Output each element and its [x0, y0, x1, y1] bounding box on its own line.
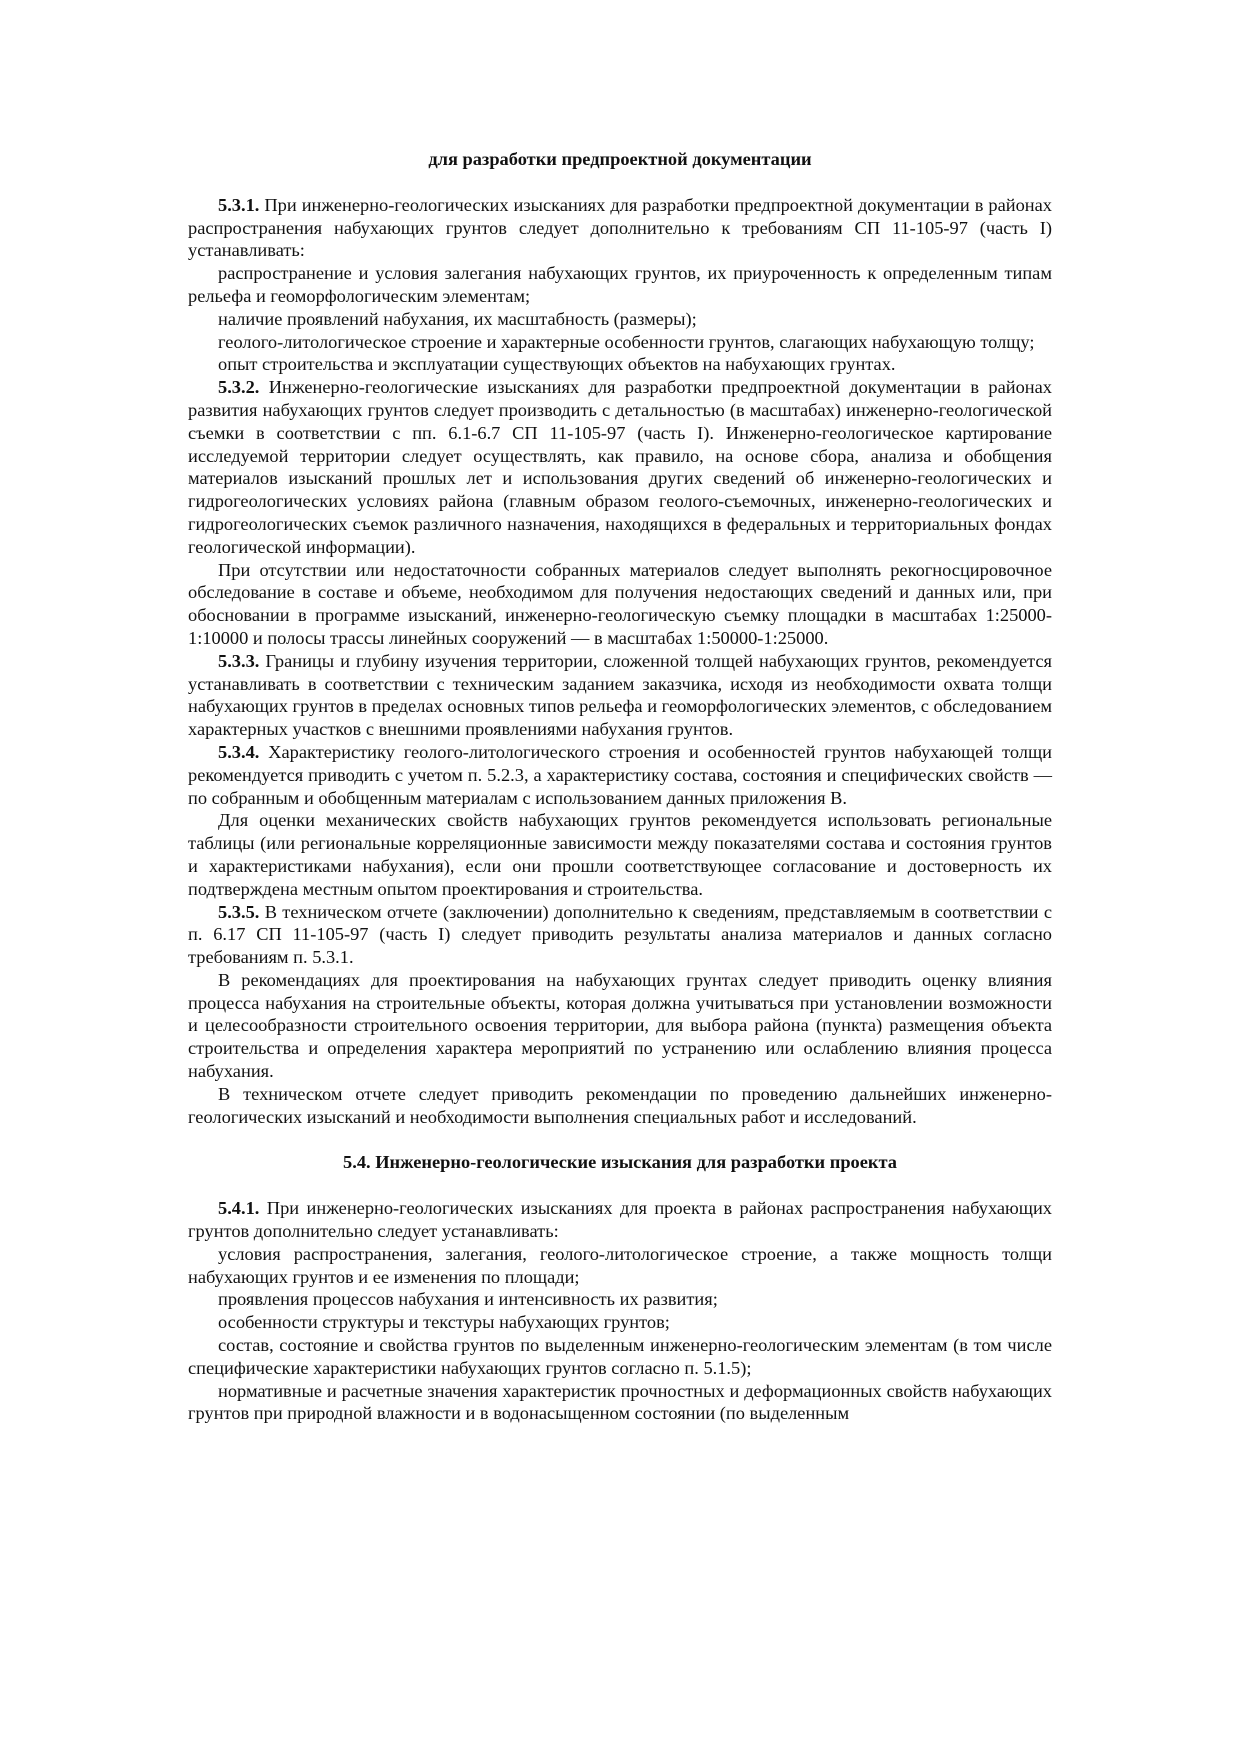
- paragraph-text: При инженерно-геологических изысканиях для проекта в районах распространения набухающих грунтов дополнительно следует устанавливать:: [188, 1198, 1052, 1242]
- paragraph-text: В техническом отчете (заключении) дополнительно к сведениям, представляемым в соответствии с п. 6.17 СП 11-105-97 (часть I) следует приводить результаты анализа материалов и данных согласно требованиям п. 5.3.1.: [188, 901, 1052, 968]
- paragraph-5-3-3: [188, 650, 1052, 741]
- list-item: наличие проявлений набухания, их масштабность (размеры);: [218, 308, 697, 329]
- paragraph-5-3-1: [188, 194, 1052, 262]
- paragraph-text: При инженерно-геологических изысканиях для разработки предпроектной документации в районах распространения набухающих грунтов следует дополнительно к требованиям СП 11-105-97 (часть I) устанавливать:: [188, 194, 1052, 261]
- paragraph-5-3-5-recommendations: В рекомендациях для проектирования на набухающих грунтах следует приводить оценку влияния процесса набухания на строительные объекты, которая должна учитываться при установлении возможности и целесообразности строительного освоения территории, для выбора района (пункта) размещения объекта строительства и определения характера мероприятий по устранению или ослаблению влияния процесса набухания.: [188, 969, 1052, 1082]
- paragraph-text: Границы и глубину изучения территории, сложенной толщей набухающих грунтов, рекомендуется устанавливать в соответствии с техническим заданием заказчика, исходя из необходимости охвата толщи набухающих грунтов в пределах основных типов рельефа и геоморфологических элементов, с обследованием характерных участков с внешними проявлениями набухания грунтов.: [188, 650, 1052, 740]
- paragraph-5-4-1: [188, 1197, 1052, 1243]
- section-heading-5-3: для разработки предпроектной документации: [428, 149, 812, 169]
- clause-number: 5.3.2.: [218, 377, 260, 398]
- paragraph-5-3-2-continued: При отсутствии или недостаточности собранных материалов следует выполнять рекогносцировочное обследование в составе и объеме, необходимом для получения недостающих сведений и данных или, при обосновании в программе изысканий, инженерно-геологическую съемку площадки в масштабах 1:25000-1:10000 и полосы трассы линейных сооружений — в масштабах 1:50000-1:25000.: [188, 559, 1052, 648]
- list-item: состав, состояние и свойства грунтов по выделенным инженерно-геологическим элементам (в том числе специфические характеристики набухающих грунтов согласно п. 5.1.5);: [188, 1335, 1052, 1378]
- paragraph-5-3-4: [188, 741, 1052, 809]
- list-item: проявления процессов набухания и интенсивность их развития;: [218, 1289, 718, 1310]
- paragraph-5-3-4-continued: Для оценки механических свойств набухающих грунтов рекомендуется использовать региональные таблицы (или региональные корреляционные зависимости между показателями состава и состояния грунтов и характеристиками набухания), если они прошли соответствующее согласование и достоверность их подтверждена местным опытом проектирования и строительства.: [188, 810, 1052, 899]
- list-item: геолого-литологическое строение и характерные особенности грунтов, слагающих набухающую толщу;: [218, 331, 1035, 352]
- clause-number: 5.4.1.: [218, 1198, 260, 1219]
- clause-number: 5.3.1.: [218, 194, 260, 215]
- list-item: опыт строительства и эксплуатации существующих объектов на набухающих грунтах.: [218, 354, 896, 375]
- paragraph-5-3-2: [188, 376, 1052, 558]
- paragraph-5-3-5: [188, 901, 1052, 969]
- section-heading-5-4: 5.4. Инженерно-геологические изыскания для разработки проекта: [343, 1152, 897, 1173]
- list-item: распространение и условия залегания набухающих грунтов, их приуроченность к определенным типам рельефа и геоморфологическим элементам;: [188, 263, 1052, 306]
- list-item: условия распространения, залегания, геолого-литологическое строение, а также мощность толщи набухающих грунтов и ее изменения по площади;: [188, 1243, 1052, 1287]
- paragraph-5-3-5-further-work: В техническом отчете следует приводить рекомендации по проведению дальнейших инженерно-геологических изысканий и необходимости выполнения специальных работ и исследований.: [188, 1083, 1052, 1127]
- document-page: [188, 148, 1052, 1425]
- paragraph-text: Инженерно-геологические изысканиях для разработки предпроектной документации в районах развития набухающих грунтов следует производить с детальностью (в масштабах) инженерно-геологической съемки в соответствии с пп. 6.1-6.7 СП 11-105-97 (часть I). Инженерно-геологическое картирование исследуемой территории следует осуществлять, как правило, на основе сбора, анализа и обобщения материалов изысканий прошлых лет и использования других сведений об инженерно-геологических и гидрогеологических условиях района (главным образом геолого-съемочных, инженерно-геологических и гидрогеологических съемок различного назначения, находящихся в федеральных и территориальных фондах геологической информации).: [188, 377, 1052, 557]
- paragraph-text: Характеристику геолого-литологического строения и особенностей грунтов набухающей толщи рекомендуется приводить с учетом п. 5.2.3, а характеристику состава, состояния и специфических свойств — по собранным и обобщенным материалам с использованием данных приложения В.: [188, 741, 1052, 808]
- clause-number: 5.3.5.: [218, 901, 260, 922]
- clause-number: 5.3.3.: [218, 650, 260, 671]
- list-item: особенности структуры и текстуры набухающих грунтов;: [218, 1312, 670, 1333]
- clause-number: 5.3.4.: [218, 741, 260, 762]
- list-item: нормативные и расчетные значения характеристик прочностных и деформационных свойств набухающих грунтов при природной влажности и в водонасыщенном состоянии (по выделенным: [188, 1380, 1052, 1424]
